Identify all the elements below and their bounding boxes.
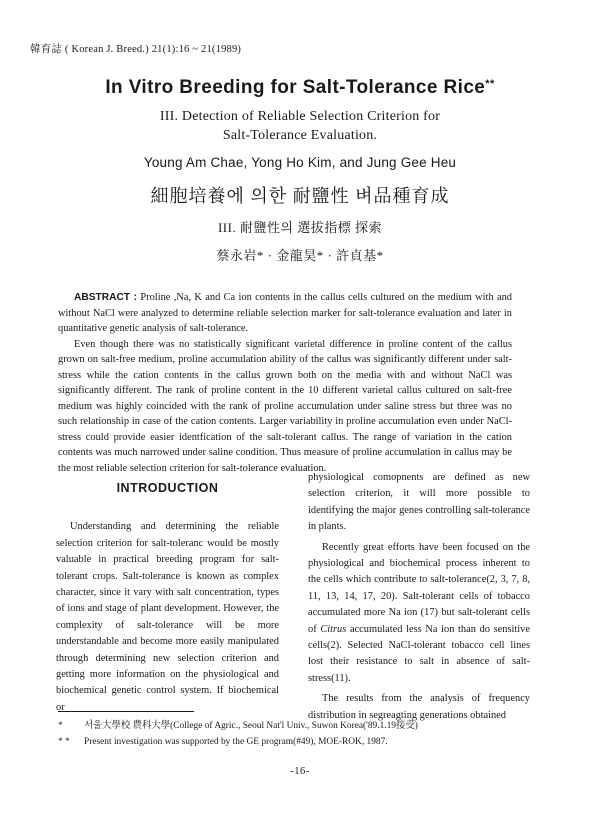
footnote-text: 서울大學校 農科大學(College of Agric., Seoul Nat'l Univ., Suwon Korea('89.1.19接受) — [84, 721, 418, 731]
page-number: -16- — [290, 766, 310, 777]
authors-english: Young Am Chae, Yong Ho Kim, and Jung Gee Heu — [143, 155, 457, 170]
introduction-paragraph-3-part-1: Recently great efforts have been focused on the physiological and biochemical process inherent to the cells which contribute to salt-tolerance(2, 3, 7, 8, 11, 13, 14, 17, 20). Salt-tolerant cells of tobacco accumulated more Na ion (17) but salt-tolerant cells of — [308, 541, 530, 635]
footnotes — [58, 718, 538, 750]
abstract-paragraph-1 — [58, 290, 512, 337]
abstract-paragraph-1-text: Proline ,Na, K and Ca ion contents in the callus cells cultured on the medium with and without NaCl were analyzed to determine reliable selection marker for salt-tolerance evaluation and later in quantitative genetic analysis of salt-tolerance. — [58, 292, 512, 335]
korean-subtitle: III. 耐鹽性의 選拔指標 探索 — [217, 220, 383, 235]
authors-korean: 蔡永岩* · 金龍昊* · 許貞基* — [216, 248, 384, 263]
right-column — [308, 470, 530, 724]
introduction-paragraph-2: physiological comopnents are defined as new selection criterion, it will more possible to identifying the major genes controlling salt-tolerance in plants. — [308, 472, 530, 533]
footnote-mark: * * — [58, 737, 70, 747]
paper-title-footnote-mark: ** — [485, 78, 495, 90]
title-block — [0, 77, 600, 264]
abstract — [58, 290, 512, 477]
section-heading-introduction: INTRODUCTION — [116, 481, 219, 495]
korean-title: 細胞培養에 의한 耐鹽性 벼品種育成 — [150, 186, 450, 206]
journal-reference: 韓育誌 ( Korean J. Breed.) 21(1):16 ~ 21(1989) — [30, 44, 242, 55]
footnote-rule — [58, 711, 194, 712]
footnote-affiliation — [58, 718, 538, 734]
footnote-text: Present investigation was supported by the GE program(#49), MOE-ROK, 1987. — [84, 737, 388, 747]
paper-subtitle-line-2: Salt-Tolerance Evaluation. — [222, 128, 378, 143]
abstract-label: ABSTRACT : — [74, 292, 138, 303]
footnote-mark: * — [58, 721, 63, 731]
left-column — [56, 480, 279, 716]
paper-title — [0, 77, 600, 99]
introduction-paragraph-3 — [308, 540, 530, 688]
introduction-paragraph-4: The results from the analysis of frequency distribution in segreagting generations obtained — [308, 693, 530, 721]
introduction-paragraph-1: Understanding and determining the reliable selection criterion for salt-toleranc would be mostly valuable in practical breeding program for salt-tolerant crops. Salt-tolerance is known as complex character, since it vary with salt concentration, types of ions and stage of plant development. However, the complexity of salt-tolerance will be more understandable and become more easily manipulated through determining new selection criterion and getting more information on the physiological and biochemical genetic control system. If biochemical or — [56, 521, 279, 713]
paper-subtitle-line-1: III. Detection of Reliable Selection Criterion for — [159, 109, 441, 124]
abstract-paragraph-2: Even though there was no statistically significant varietal difference in proline content of the callus grown on salt-free medium, proline accumulation ability of the callus was significantly different under salt-stress while the cation contents in the callus grown both on the media with and without NaCl was significantly different. The rank of proline content in the 10 different varietal callus cultured on salt-free medium was highly coincided with the rank of proline accumulation under saline stress but three was no such relationship in case of the cation contents. Larger variability in proline accumulation even under NaCl-stress could provide easier identfication of the salt-tolerant callus. The range of variation in the cation contents was much narrowed under saline condition. Thus measure of proline accumulation in callus may be the most reliable selection criterion for salt-tolerance evaluation. — [58, 338, 512, 475]
footnote-funding — [58, 734, 538, 750]
paper-title-text: In Vitro Breeding for Salt-Tolerance Rice — [105, 77, 486, 98]
introduction-paragraph-3-part-2: accumulated less Na ion than do sensitive cells(2). Selected NaCl-tolerant tobacco cell lines lost their resistance to salt in absence of salt-stress(11). — [308, 623, 530, 684]
paper-subtitle — [0, 107, 600, 145]
citrus-italic: Citrus — [320, 623, 347, 635]
